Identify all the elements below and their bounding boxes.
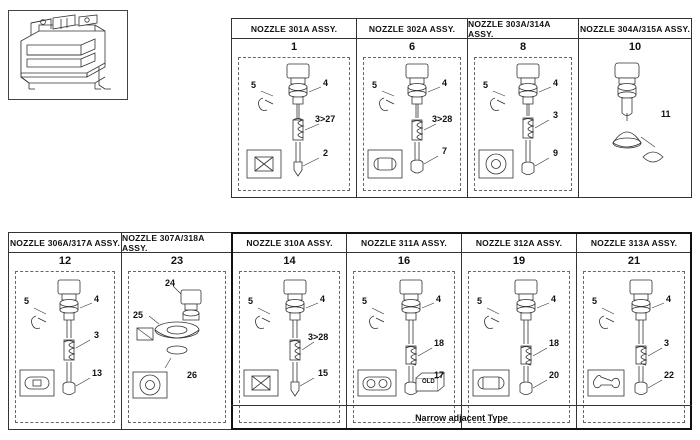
panel-number: 21 (627, 254, 641, 267)
panel-nozzle-307a-318a[interactable] (121, 233, 232, 429)
panel-title: NOZZLE 311A ASSY. (347, 233, 461, 253)
callout-5: 5 (483, 80, 489, 90)
panel-artwork (353, 271, 455, 423)
panel-title: NOZZLE 302A ASSY. (357, 19, 467, 39)
callout-4: 4 (442, 78, 448, 88)
narrow-adjacent-type-label: Narrow adjacent Type (231, 405, 692, 430)
panel-number: 14 (283, 254, 296, 267)
panel-number: 6 (408, 40, 416, 53)
callout-3-28: 3>28 (308, 332, 329, 342)
panel-nozzle-312a[interactable] (461, 233, 576, 429)
panel-nozzle-301a[interactable] (232, 19, 356, 197)
panel-nozzle-313a[interactable] (576, 233, 691, 429)
callout-5: 5 (592, 296, 598, 306)
callout-11: 11 (661, 109, 671, 119)
panel-nozzle-304a-315a[interactable] (578, 19, 691, 197)
panel-artwork (474, 57, 572, 191)
callout-17: 17 (434, 370, 445, 380)
bottom-panel-grid (8, 232, 692, 430)
top-panel-grid (231, 18, 692, 198)
callout-9: 9 (553, 148, 559, 158)
callout-4: 4 (320, 294, 326, 304)
panel-artwork (128, 271, 226, 423)
panel-artwork (583, 271, 685, 423)
panel-title: NOZZLE 312A ASSY. (462, 233, 576, 253)
callout-18: 18 (434, 338, 445, 348)
panel-number: 19 (512, 254, 526, 267)
callout-18: 18 (549, 338, 560, 348)
panel-title: NOZZLE 303A/314A ASSY. (468, 19, 578, 39)
panel-artwork (468, 271, 570, 423)
callout-22: 22 (664, 370, 675, 380)
panel-artwork (15, 271, 115, 423)
panel-artwork (585, 57, 685, 191)
callout-3-27: 3>27 (315, 114, 336, 124)
panel-nozzle-310a[interactable] (232, 233, 346, 429)
callout-4: 4 (94, 294, 100, 304)
callout-20: 20 (549, 370, 560, 380)
panel-number: 10 (628, 40, 642, 53)
panel-number: 12 (58, 254, 72, 267)
panel-artwork (238, 57, 350, 191)
panel-number: 8 (519, 40, 527, 53)
panel-number: 23 (170, 254, 184, 267)
callout-5: 5 (362, 296, 368, 306)
panel-artwork (363, 57, 461, 191)
panel-nozzle-303a-314a[interactable] (467, 19, 578, 197)
callout-4: 4 (553, 78, 559, 88)
panel-title: NOZZLE 310A ASSY. (233, 233, 346, 253)
callout-5: 5 (248, 296, 254, 306)
panel-number: 16 (397, 254, 411, 267)
callout-3-28: 3>28 (432, 114, 453, 124)
callout-5: 5 (251, 80, 257, 90)
callout-4: 4 (323, 78, 329, 88)
panel-number: 1 (290, 40, 298, 53)
panel-title: NOZZLE 304A/315A ASSY. (579, 19, 691, 39)
callout-4: 4 (551, 294, 557, 304)
callout-7: 7 (442, 146, 448, 156)
panel-nozzle-306a-317a[interactable] (9, 233, 121, 429)
callout-26: 26 (187, 370, 198, 380)
machine-thumbnail (8, 10, 128, 100)
callout-4: 4 (666, 294, 672, 304)
callout-25: 25 (133, 310, 144, 320)
panel-title: NOZZLE 307A/318A ASSY. (122, 233, 232, 253)
callout-5: 5 (477, 296, 483, 306)
old-tag-label: OLD (422, 379, 435, 385)
callout-3: 3 (94, 330, 100, 340)
callout-3: 3 (553, 110, 559, 120)
callout-2: 2 (323, 148, 329, 158)
callout-5: 5 (372, 80, 378, 90)
panel-title: NOZZLE 301A ASSY. (232, 19, 356, 39)
panel-title: NOZZLE 313A ASSY. (577, 233, 691, 253)
panel-title: NOZZLE 306A/317A ASSY. (9, 233, 121, 253)
callout-3: 3 (664, 338, 670, 348)
panel-artwork (239, 271, 340, 423)
panel-nozzle-311a[interactable] (346, 233, 461, 429)
callout-13: 13 (92, 368, 103, 378)
callout-4: 4 (436, 294, 442, 304)
callout-24: 24 (165, 278, 176, 288)
callout-5: 5 (24, 296, 30, 306)
panel-nozzle-302a[interactable] (356, 19, 467, 197)
callout-15: 15 (318, 368, 329, 378)
